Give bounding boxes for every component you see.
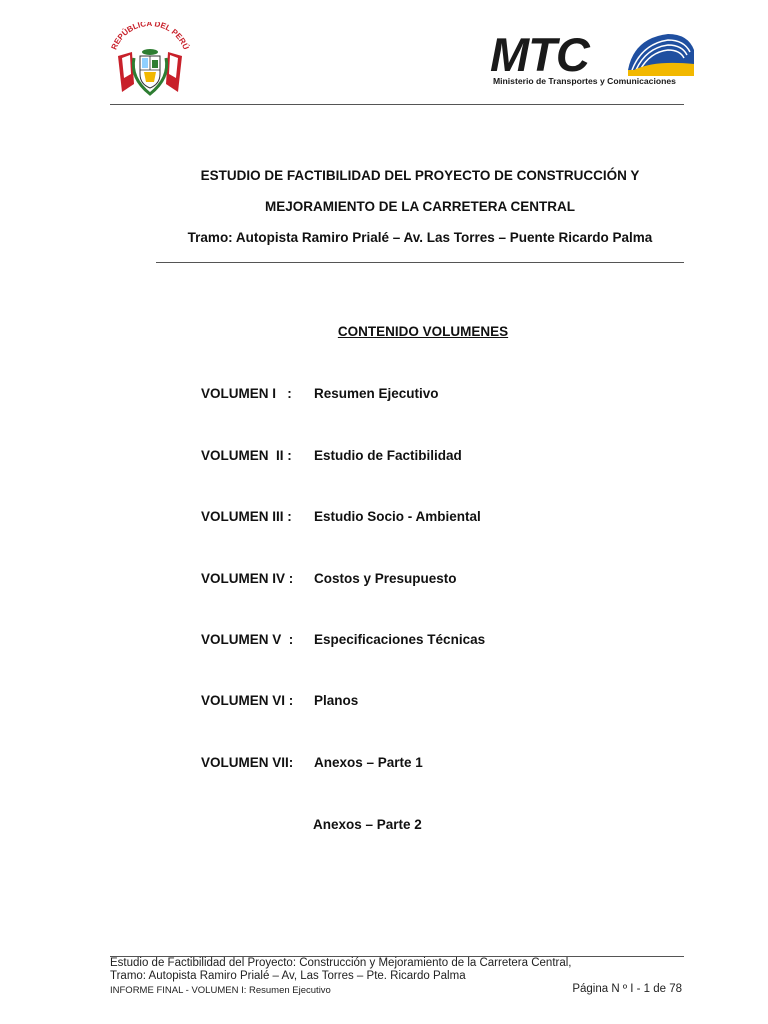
volume-label: VOLUMEN IV : (201, 571, 294, 586)
mtc-logo-subtitle: Ministerio de Transportes y Comunicaciones (493, 76, 676, 86)
footer-line-2: Tramo: Autopista Ramiro Prialé – Av, Las Torres – Pte. Ricardo Palma (110, 970, 466, 982)
seal-lettering (109, 22, 190, 51)
volume-title: Especificaciones Técnicas (314, 632, 486, 647)
volume-label: VOLUMEN II : (201, 448, 292, 463)
mtc-logo (490, 30, 696, 92)
page-number: Página N º I - 1 de 78 (572, 983, 682, 995)
volume-title: Costos y Presupuesto (314, 571, 457, 586)
volume-title: Anexos – Parte 1 (314, 755, 423, 770)
mtc-logo-wordmark: MTC (490, 28, 589, 81)
volume-label: VOLUMEN V : (201, 632, 294, 647)
document-title-line-1: ESTUDIO DE FACTIBILIDAD DEL PROYECTO DE CONSTRUCCIÓN Y (200, 168, 640, 183)
volume-title: Planos (314, 693, 359, 708)
volume-title: Estudio Socio - Ambiental (314, 509, 481, 524)
peru-seal-icon (104, 22, 196, 102)
volume-extra-title: Anexos – Parte 2 (313, 817, 422, 832)
footer-line-3: INFORME FINAL - VOLUMEN I: Resumen Ejecutivo (110, 985, 331, 996)
mtc-swoosh-icon (624, 30, 696, 78)
document-title-line-2: MEJORAMIENTO DE LA CARRETERA CENTRAL (264, 199, 575, 214)
footer-line-1: Estudio de Factibilidad del Proyecto: Construcción y Mejoramiento de la Carretera Central, (110, 957, 572, 969)
volume-label: VOLUMEN VI : (201, 693, 294, 708)
peru-seal-logo (104, 22, 196, 102)
contents-heading-text: CONTENIDO VOLUMENES (337, 324, 509, 339)
volume-label: VOLUMEN VII: (201, 755, 294, 770)
volume-label: VOLUMEN I : (201, 386, 292, 401)
document-title-line-3: Tramo: Autopista Ramiro Prialé – Av. Las Torres – Puente Ricardo Palma (187, 230, 653, 245)
contents-heading (0, 324, 768, 339)
volume-label: VOLUMEN III : (201, 509, 292, 524)
volume-title: Estudio de Factibilidad (314, 448, 462, 463)
volume-title: Resumen Ejecutivo (314, 386, 439, 401)
header-rule (110, 104, 684, 105)
title-rule (156, 262, 684, 263)
seal-text: REPÚBLICA DEL PERÚ (109, 22, 191, 52)
